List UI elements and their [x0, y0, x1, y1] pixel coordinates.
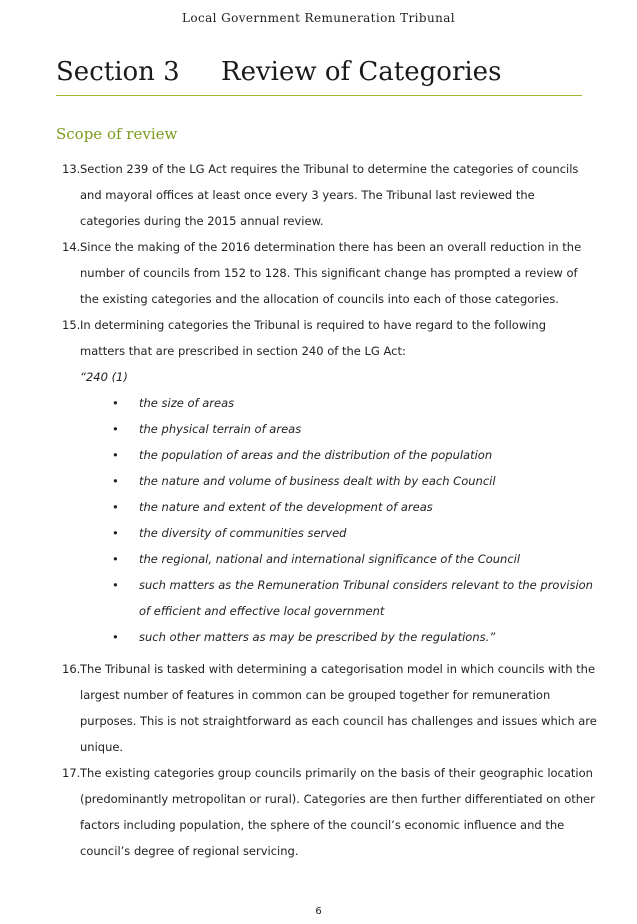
- section-number: Section 3: [56, 57, 180, 87]
- paragraph-line: and mayoral offices at least once every 3 years. The Tribunal last reviewed the: [80, 188, 535, 202]
- list-item-text: the nature and volume of business dealt with by each Council: [139, 474, 496, 488]
- list-item: [112, 546, 582, 572]
- section-title: Review of Categories: [221, 57, 502, 87]
- paragraph-line: matters that are prescribed in section 240 of the LG Act:: [80, 344, 406, 358]
- paragraph-number: 17.: [62, 766, 81, 780]
- list-item: [112, 468, 582, 494]
- list-item: [112, 624, 582, 650]
- paragraph-line: The Tribunal is tasked with determining a categorisation model in which councils with the: [80, 662, 596, 676]
- paragraph-14: [62, 234, 582, 312]
- prescribed-matters-list: [112, 390, 593, 650]
- paragraph-line: the existing categories and the allocation of councils into each of those categories.: [80, 292, 559, 306]
- paragraph-line: Section 239 of the LG Act requires the Tribunal to determine the categories of councils: [80, 162, 579, 176]
- bullet-icon: •: [112, 500, 119, 514]
- bullet-icon: •: [112, 422, 119, 436]
- paragraph-line: number of councils from 152 to 128. This significant change has prompted a review of: [80, 266, 578, 280]
- list-item-text: the physical terrain of areas: [139, 422, 302, 436]
- paragraph-line: unique.: [80, 740, 124, 754]
- list-item-text: the size of areas: [139, 396, 235, 410]
- bullet-icon: •: [112, 396, 119, 410]
- bullet-icon: •: [112, 630, 119, 644]
- paragraph-line: In determining categories the Tribunal is required to have regard to the following: [80, 318, 547, 332]
- running-header: Local Government Remuneration Tribunal: [181, 11, 456, 25]
- list-item: [112, 494, 582, 520]
- quote-lead: “240 (1): [80, 370, 128, 384]
- list-item-text: the population of areas and the distribution of the population: [139, 448, 493, 462]
- bullet-icon: •: [112, 448, 119, 462]
- page-number: 6: [315, 906, 322, 917]
- list-item: [112, 520, 582, 546]
- list-item: [112, 390, 582, 416]
- bullet-icon: •: [112, 474, 119, 488]
- paragraph-17: [62, 760, 595, 864]
- list-item-text: such other matters as may be prescribed by the regulations.”: [139, 630, 496, 644]
- bullet-icon: •: [112, 578, 119, 592]
- paragraph-number: 15.: [62, 318, 81, 332]
- list-item-text: of efficient and effective local government: [139, 604, 385, 618]
- section-heading: [56, 57, 582, 96]
- paragraph-number: 13.: [62, 162, 81, 176]
- paragraph-line: council’s degree of regional servicing.: [80, 844, 299, 858]
- paragraph-15: [62, 312, 582, 364]
- paragraph-line: Since the making of the 2016 determination there has been an overall reduction in the: [80, 240, 582, 254]
- list-item: [112, 572, 593, 624]
- paragraph-line: The existing categories group councils primarily on the basis of their geographic location: [80, 766, 593, 780]
- paragraph-line: largest number of features in common can be grouped together for remuneration: [80, 688, 551, 702]
- list-item-text: such matters as the Remuneration Tribunal considers relevant to the provision: [139, 578, 593, 592]
- paragraph-line: factors including population, the sphere of the council’s economic influence and the: [80, 818, 565, 832]
- paragraph-number: 16.: [62, 662, 81, 676]
- paragraph-line: categories during the 2015 annual review.: [80, 214, 324, 228]
- paragraph-line: purposes. This is not straightforward as each council has challenges and issues which are: [80, 714, 597, 728]
- list-item: [112, 416, 582, 442]
- bullet-icon: •: [112, 526, 119, 540]
- list-item-text: the diversity of communities served: [139, 526, 347, 540]
- list-item: [112, 442, 582, 468]
- paragraph-line: (predominantly metropolitan or rural). Categories are then further differentiated on other: [80, 792, 595, 806]
- paragraph-16: [62, 656, 597, 760]
- bullet-icon: •: [112, 552, 119, 566]
- paragraph-13: [62, 156, 582, 234]
- subheading-scope-of-review: Scope of review: [56, 125, 178, 143]
- paragraph-number: 14.: [62, 240, 81, 254]
- list-item-text: the nature and extent of the development of areas: [139, 500, 433, 514]
- list-item-text: the regional, national and international significance of the Council: [139, 552, 521, 566]
